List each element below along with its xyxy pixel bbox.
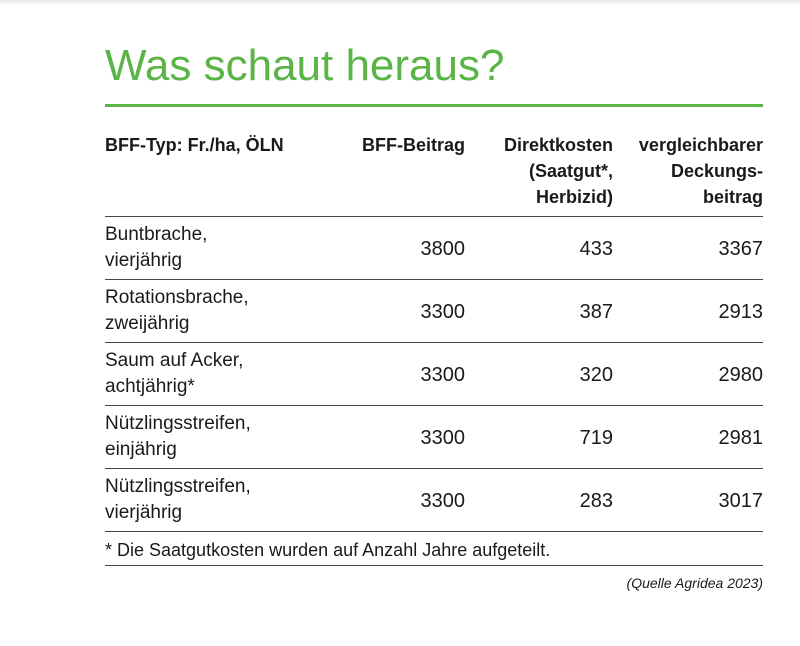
table-row [105,469,763,532]
cell-beitrag: 3300 [420,300,465,323]
cell-bff-typ: Nützlingsstreifen, einjährig [105,413,251,460]
source-citation: (Quelle Agridea 2023) [626,575,763,591]
cell-bff-typ: Saum auf Acker, achtjährig* [105,350,244,397]
bff-table [105,132,763,532]
header-bff-beitrag: BFF-Beitrag [362,135,465,155]
header-direktkosten: Direktkosten (Saatgut*, Herbizid) [503,135,613,207]
top-edge-shadow [0,0,800,6]
table-row [105,280,763,343]
cell-direktkosten: 320 [579,363,613,386]
table-header-row [105,132,763,217]
cell-beitrag: 3300 [420,489,465,512]
table-footnote: * Die Saatgutkosten wurden auf Anzahl Jahre aufgeteilt. [105,537,763,566]
cell-deckungsbeitrag: 3017 [718,489,763,512]
cell-deckungsbeitrag: 2981 [718,426,763,449]
table-row [105,406,763,469]
cell-direktkosten: 719 [579,426,613,449]
cell-direktkosten: 283 [579,489,613,512]
header-deckungsbeitrag: vergleichbarer Deckungs- beitrag [638,135,763,207]
table-row [105,343,763,406]
cell-beitrag: 3300 [420,363,465,386]
title-divider [105,104,763,107]
cell-bff-typ: Rotationsbrache, zweijährig [105,287,249,334]
cell-beitrag: 3800 [420,237,465,260]
table-row [105,217,763,280]
cell-deckungsbeitrag: 2913 [718,300,763,323]
cell-bff-typ: Buntbrache, vierjährig [105,224,208,271]
cell-direktkosten: 433 [579,237,613,260]
cell-direktkosten: 387 [579,300,613,323]
cell-beitrag: 3300 [420,426,465,449]
cell-deckungsbeitrag: 3367 [718,237,763,260]
page-title: Was schaut heraus? [105,41,505,90]
header-bff-typ: BFF-Typ: Fr./ha, ÖLN [105,135,284,155]
cell-deckungsbeitrag: 2980 [718,363,763,386]
cell-bff-typ: Nützlingsstreifen, vierjährig [105,476,251,523]
